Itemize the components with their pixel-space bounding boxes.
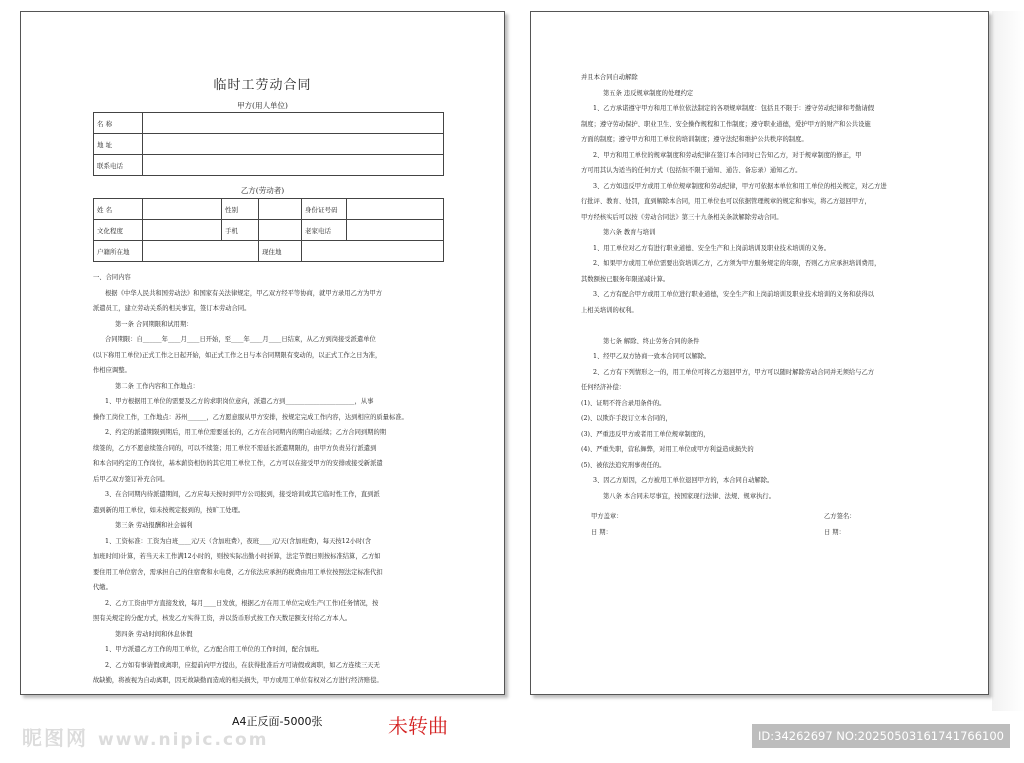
body-line: 1、用工单位对乙方有进行职业道德、安全生产和上岗前培训及职业技术培训的义务。 xyxy=(593,244,830,252)
party-a-date-label: 日 期： xyxy=(591,528,612,536)
body-line: 续签的，乙方不愿意续签合同的，可以不续签；用工单位不需延长派遣期限的，由甲方负责另行派遣到 xyxy=(93,444,377,452)
gender-label: 性别 xyxy=(222,199,259,220)
body-line: 上相关培训的权利。 xyxy=(581,306,638,314)
section-heading: 一、合同内容 xyxy=(93,274,131,281)
id-field[interactable] xyxy=(347,199,444,220)
list-item: (3)、严重违反甲方或者用工单位规章制度的， xyxy=(581,430,710,438)
body-line: 2、乙方工资由甲方直接发放，每月____日发放，根据乙方在用工单位完成生产(工作)任务情况，按 xyxy=(105,599,379,607)
id-label: 身份证号码 xyxy=(302,199,347,220)
mobile-field[interactable] xyxy=(259,220,302,241)
format-caption: A4正反面-5000张 xyxy=(232,715,323,728)
body-line: 要住用工单位宿舍，需承担自己的住宿费和水电费，乙方依法应承担的税费由用工单位按照法定标准代扣 xyxy=(93,568,383,576)
contract-page-front xyxy=(20,11,505,695)
list-item: (2)、以欺诈手段订立本合同的， xyxy=(581,415,672,422)
party-a-phone-field[interactable] xyxy=(143,155,444,176)
gender-field[interactable] xyxy=(259,199,302,220)
article-heading: 第四条 劳动时间和休息休假 xyxy=(115,630,193,638)
body-line: 1、甲方派遣乙方工作的用工单位，乙方配合用工单位的工作时间，配合加班。 xyxy=(105,646,324,653)
party-a-seal-label: 甲方盖章： xyxy=(591,513,623,520)
residence-label: 现住地 xyxy=(259,241,302,262)
party-b-table xyxy=(93,198,444,262)
page-title: 临时工劳动合同 xyxy=(213,78,312,93)
signature-block-b xyxy=(824,509,855,540)
name-label: 姓 名 xyxy=(94,199,143,220)
article-heading: 第七条 解除、终止劳务合同的条件 xyxy=(603,337,700,345)
body-line: 2、乙方有下列情形之一的，用工单位可将乙方退回甲方，甲方可以随时解除劳动合同并无须给与乙方 xyxy=(593,368,875,376)
article-heading: 第二条 工作内容和工作地点： xyxy=(115,382,199,390)
body-line: 2、如果甲方或用工单位需要出资培训乙方，乙方须为甲方服务规定的年限，否则乙方应承担培训费用， xyxy=(593,260,881,267)
party-a-name-field[interactable] xyxy=(143,113,444,134)
body-line: 故缺勤，将被视为自动离职，因无故缺勤而造成的相关损失，甲方或用工单位有权对乙方进行经济赔偿。 xyxy=(93,677,383,684)
party-a-address-field[interactable] xyxy=(143,134,444,155)
contract-body-back xyxy=(581,70,887,504)
contract-body-front xyxy=(93,270,408,689)
body-line: 甲方经核实后可以按《劳动合同法》第三十九条相关条款解除劳动合同。 xyxy=(581,213,783,221)
party-b-date-label: 日 期： xyxy=(824,528,845,536)
list-item: (1)、证明不符合录用条件的。 xyxy=(581,399,666,407)
article-heading: 第五条 违反规章制度的处理约定 xyxy=(603,89,694,97)
right-edge-shadow xyxy=(992,11,1024,711)
name-field[interactable] xyxy=(143,199,222,220)
body-line: 加班时间)计算，若当天未工作满12小时的，则按实际出勤小时折算，法定节假日则按标准结算，乙方如 xyxy=(93,553,381,560)
watermark-site: 昵图网 xyxy=(22,726,88,750)
signature-block-a xyxy=(591,509,622,540)
watermark-logo xyxy=(22,722,268,751)
party-a-name-label: 名 称 xyxy=(94,113,143,134)
body-line: 根据《中华人民共和国劳动法》和国家有关法律规定，甲乙双方经平等协商，就甲方录用乙方为甲方 xyxy=(105,289,383,297)
body-line: 合同期限：自______年____月____日开始，至____年____月____日结束，从乙方到岗接受派遣单位 xyxy=(105,336,376,343)
body-line: 并且本合同自动解除 xyxy=(581,74,638,81)
body-line: 3、因乙方原因，乙方被用工单位退回甲方的，本合同自动解除。 xyxy=(593,477,774,484)
body-line: 制度；遵守劳动保护、职业卫生、安全操作规程和工作制度；遵守职业道德，爱护甲方的财产和公共设施 xyxy=(581,120,871,128)
body-line: 2、乙方如有事请假或离职，应提前向甲方提出，在获得批准后方可请假或离职，如乙方连续三天无 xyxy=(105,661,380,669)
list-item: (4)、严重失职，营私舞弊，对用工单位或甲方利益造成损失的 xyxy=(581,446,754,453)
party-a-table xyxy=(93,112,444,176)
education-field[interactable] xyxy=(143,220,222,241)
article-heading: 第六条 教育与培训 xyxy=(603,229,656,236)
list-item: (5)、被依法追究刑事责任的。 xyxy=(581,461,666,469)
body-line: 2、约定的派遣期限到期后，用工单位需要延长的，乙方在合同期内的期自动延续；乙方合同到期的期 xyxy=(105,429,387,436)
blank-line xyxy=(581,318,887,334)
mobile-label: 手机 xyxy=(222,220,259,241)
contract-page-back xyxy=(530,11,989,695)
hukou-label: 户籍所在地 xyxy=(94,241,143,262)
party-a-address-label: 地 址 xyxy=(94,134,143,155)
body-line: 1、工资标准：工资为白班____元/天（含加班费），夜班____元/天(含加班费)，每天按12小时(含 xyxy=(105,537,372,545)
home-phone-field[interactable] xyxy=(347,220,444,241)
body-line: 任何经济补偿： xyxy=(581,384,626,391)
body-line: 遣到新的用工单位，如未按规定报到的，按旷工处理。 xyxy=(93,506,245,514)
hukou-field[interactable] xyxy=(143,241,259,262)
watermark-url: www.nipic.com xyxy=(98,730,269,750)
body-line: 3、乙方如违反甲方或用工单位规章制度和劳动纪律，甲方可依据本单位和用工单位的相关规定，对乙方进 xyxy=(593,182,887,190)
body-line: 方可用其认为适当的任何方式（包括但不限于通知、通告、备忘录）通知乙方。 xyxy=(581,167,802,174)
body-line: 照有关规定的分配方式，核发乙方实得工资，并以货币形式按工作天数足额支付给乙方本人。 xyxy=(93,615,352,622)
article-heading: 第一条 合同期限和试用期： xyxy=(115,320,193,328)
body-line: 其数额按已服务年限递减计算。 xyxy=(581,275,670,283)
article-heading: 第三条 劳动报酬和社会福利 xyxy=(115,522,193,529)
body-line: 3、在合同期内待派遣期间，乙方应每天按时到甲方公司报到，接受培训或其它临时性工作，直到派 xyxy=(105,491,380,498)
body-line: 派遣员工，建立劳动关系的相关事宜，签订本劳动合同。 xyxy=(93,305,251,312)
body-line: (以下称用工单位)正式工作之日起开始，如正式工作之日与本合同期限有变动的，以正式工作之日为准， xyxy=(93,351,382,359)
outline-note: 未转曲 xyxy=(388,714,448,738)
body-line: 操作工岗位工作，工作地点：苏州______，乙方愿意服从甲方安排，按规定完成工作内容，达到相应的质量标准。 xyxy=(93,413,408,421)
image-id-badge: ID:34262697 NO:20250503161741766100 xyxy=(752,724,1010,748)
body-line: 方面的制度；遵守甲方和用工单位的培训制度；遵守法纪和维护公共秩序的制度。 xyxy=(581,136,808,143)
body-line: 后甲乙双方签订补充合同。 xyxy=(93,475,169,483)
residence-field[interactable] xyxy=(302,241,444,262)
body-line: 2、甲方和用工单位的规章制度和劳动纪律在签订本合同时已告知乙方，对于规章制度的修正，甲 xyxy=(593,151,862,159)
party-b-sign-label: 乙方签名： xyxy=(824,513,856,520)
body-line: 作相应调整。 xyxy=(93,367,131,374)
body-line: 3、乙方有配合甲方或用工单位进行职业道德，安全生产和上岗前培训及职业技术培训的义务和获得以 xyxy=(593,291,875,298)
body-line: 行批评、教育、处罚，直到解除本合同，用工单位也可以依据管理规章的规定和事实，将乙方退回甲方， xyxy=(581,198,871,205)
body-line: 和本合同约定的工作岗位，基本薪资相仿的其它用工单位工作，乙方可以在接受甲方的安排或接受新派遣 xyxy=(93,460,383,467)
party-a-caption: 甲方(用人单位) xyxy=(237,101,288,110)
party-a-phone-label: 联系电话 xyxy=(94,155,143,176)
home-phone-label: 老家电话 xyxy=(302,220,347,241)
body-line: 1、经甲乙双方协商一致本合同可以解除。 xyxy=(593,353,711,360)
body-line: 1、甲方根据用工单位的需要及乙方的求职岗位意向，派遣乙方到______________________，从事 xyxy=(105,398,374,405)
article-heading: 第八条 本合同未尽事宜，按国家现行法律、法规、规章执行。 xyxy=(603,492,776,500)
body-line: 1、乙方承诺遵守甲方和用工单位依法制定的各项规章制度：包括且不限于：遵守劳动纪律和考勤请假 xyxy=(593,105,875,112)
body-line: 代缴。 xyxy=(93,584,112,591)
party-b-caption: 乙方(劳动者) xyxy=(240,186,285,195)
education-label: 文化程度 xyxy=(94,220,143,241)
